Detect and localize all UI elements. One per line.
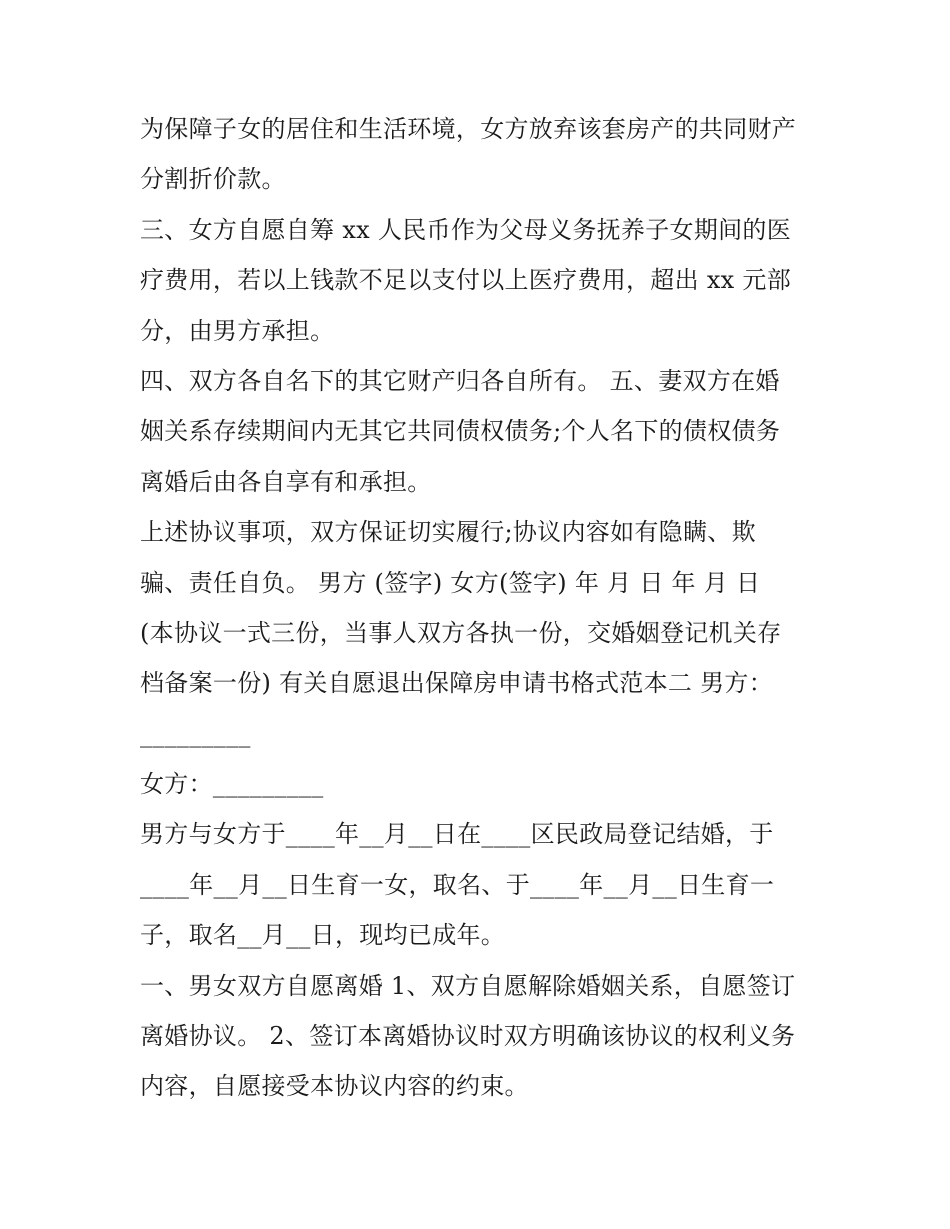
text-line: 为保障子女的居住和生活环境，女方放弃该套房产的共同财产 [140,115,797,143]
text-line: 疗费用，若以上钱款不足以支付以上医疗费用，超出 xx 元部 [140,266,792,295]
text-line: 姻关系存续期间内无其它共同债权债务;个人名下的债权债务 [140,417,781,446]
text-line: 三、女方自愿自筹 xx 人民币作为父母义务抚养子女期间的医 [140,215,792,244]
text-line: 分，由男方承担。 [140,316,335,345]
text-line: 内容，自愿接受本协议内容的约束。 [140,1072,529,1101]
text-line: 一、男女双方自愿离婚 1、双方自愿解除婚姻关系，自愿签订 [140,971,796,1000]
signature-blank-line: _________ [140,719,251,748]
text-line: 上述协议事项，双方保证切实履行;协议内容如有隐瞒、欺 [140,518,756,547]
text-line: 女方：_________ [140,770,324,799]
text-line: 离婚后由各自享有和承担。 [140,467,432,496]
text-line: 离婚协议。 2、签订本离婚协议时双方明确该协议的权利义务 [140,1022,796,1051]
text-line: ____年__月__日生育一女，取名、于____年__月__日生育一 [140,870,775,899]
text-line: 子，取名__月__日，现均已成年。 [140,921,506,950]
text-line: 男方与女方于____年__月__日在____区民政局登记结婚，于 [140,820,774,849]
text-line: 骗、责任自负。 男方 (签字) 女方(签字) 年 月 日 年 月 日 [140,568,761,597]
document-body [140,104,820,1112]
text-line: 档备案一份) 有关自愿退出保障房申请书格式范本二 男方： [140,669,774,698]
text-line: 分割折价款。 [140,165,286,194]
text-line: 四、双方各自名下的其它财产归各自所有。 五、妻双方在婚 [140,366,780,395]
text-line: (本协议一式三份，当事人双方各执一份，交婚姻登记机关存 [140,618,782,647]
